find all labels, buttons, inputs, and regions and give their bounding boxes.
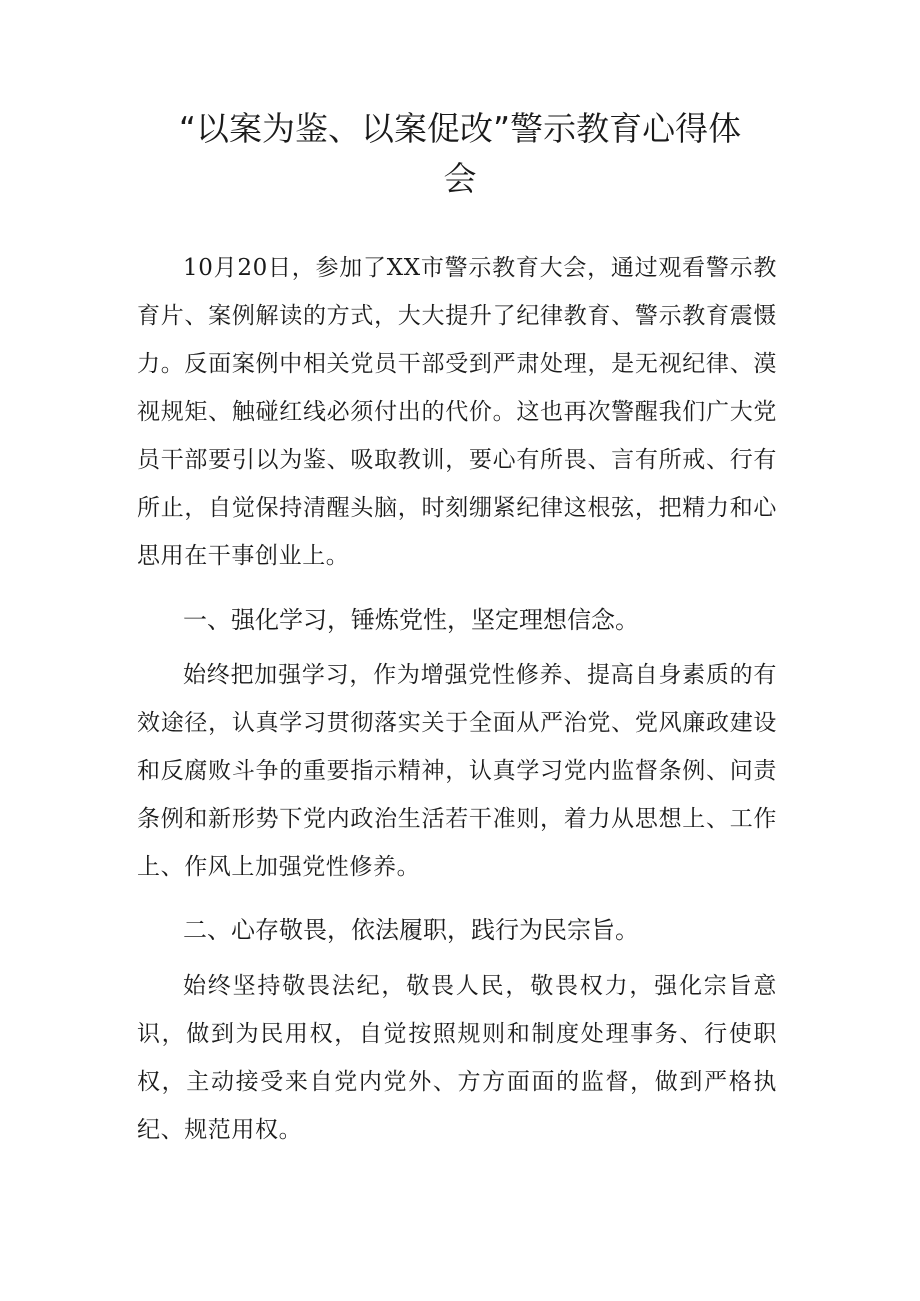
document-title-line-1: “以案为鉴、以案促改”警示教育心得体 [178,109,742,148]
section-1-heading: 一、强化学习，锤炼党性，坚定理想信念。 [183,606,639,634]
section-2-paragraph: 始终坚持敬畏法纪，敬畏人民，敬畏权力，强化宗旨意识，做到为民用权，自觉按照规则和制度处理事务、行使职权，主动接受来自党内党外、方方面面的监督，做到严格执纪、规范用权。 [137,973,777,1143]
document-title-line-2: 会 [443,159,477,198]
section-2-heading: 二、心存敬畏，依法履职，践行为民宗旨。 [183,916,639,944]
intro-paragraph: 10月20日，参加了XX市警示教育大会，通过观看警示教育片、案例解读的方式，大大提升了纪律教育、警示教育震慑力。反面案例中相关党员干部受到严肃处理，是无视纪律、漠视规矩、触碰红线必须付出的代价。这也再次警醒我们广大党员干部要引以为鉴、吸取教训，要心有所畏、言有所戒、行有所止，自觉保持清醒头脑，时刻绷紧纪律这根弦，把精力和心思用在干事创业上。 [137,255,777,569]
section-1-paragraph: 始终把加强学习，作为增强党性修养、提高自身素质的有效途径，认真学习贯彻落实关于全面从严治党、党风廉政建设和反腐败斗争的重要指示精神，认真学习党内监督条例、问责条例和新形势下党内政治生活若干准则，着力从思想上、工作上、作风上加强党性修养。 [137,662,777,880]
